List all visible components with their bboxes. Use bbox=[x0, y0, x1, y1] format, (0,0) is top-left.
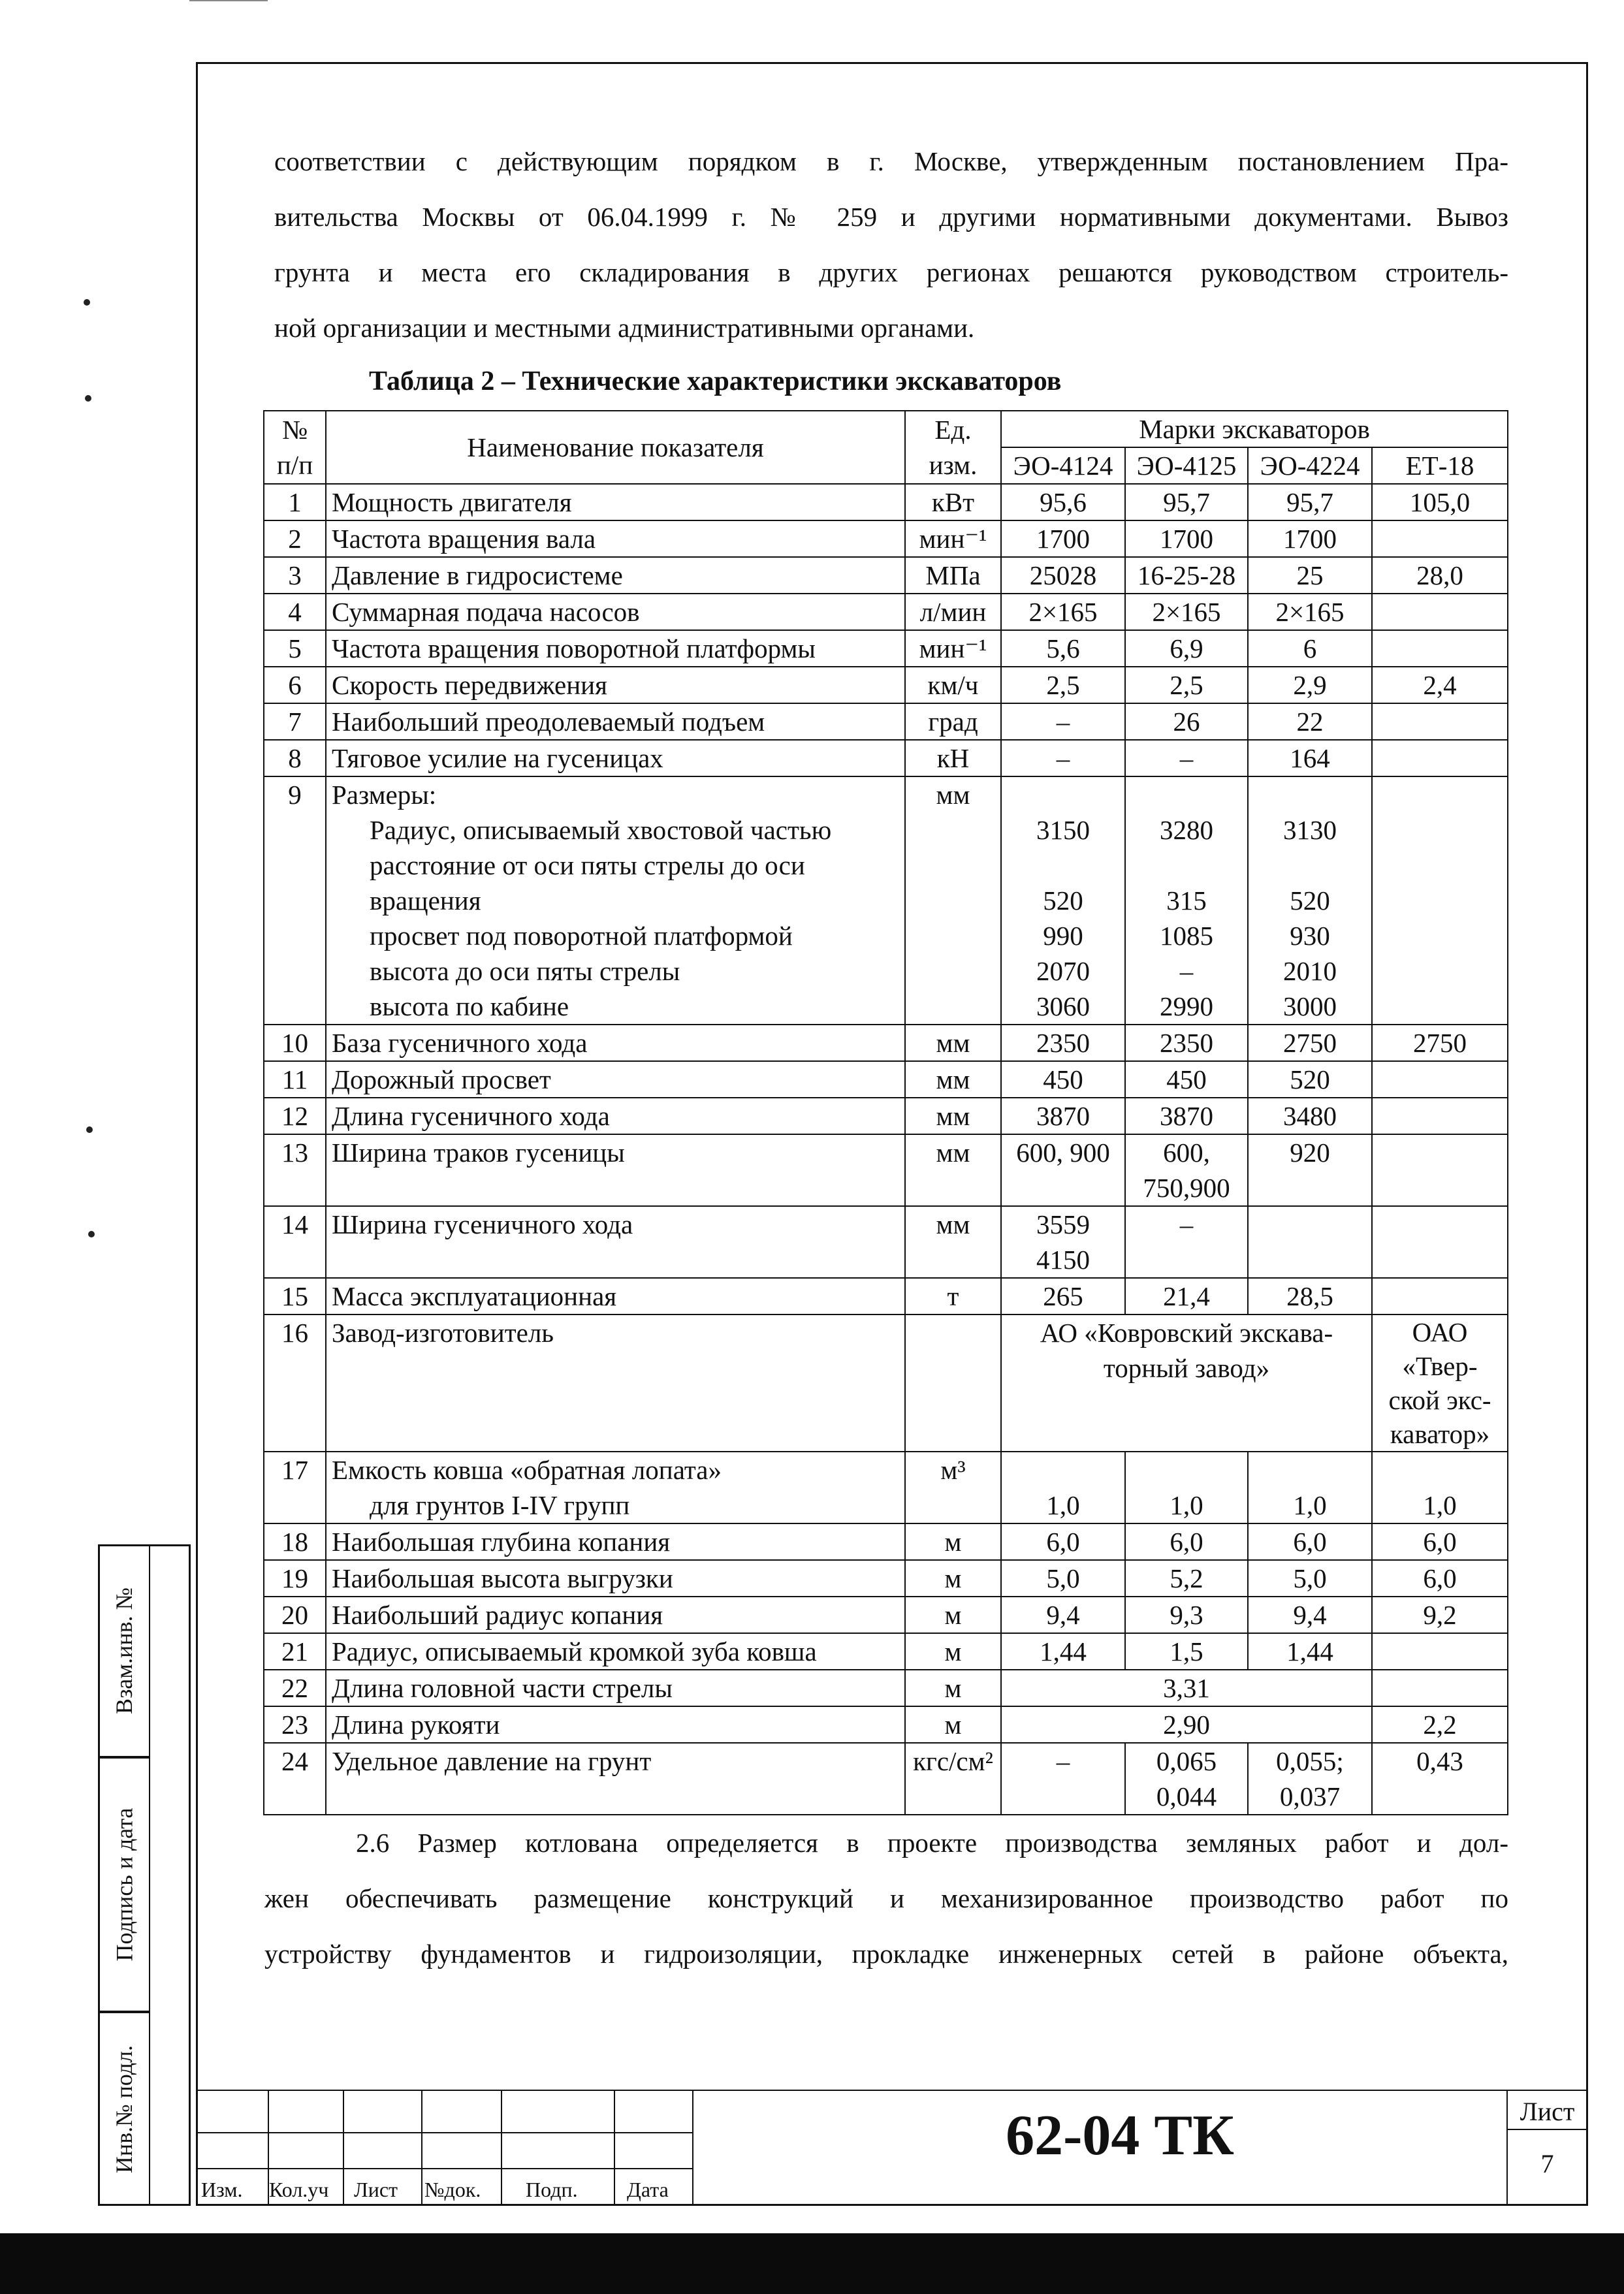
subitem-value: 3060 bbox=[1036, 991, 1090, 1021]
intro-line: вительства Москвы от 06.04.1999 г. № 259 и другими нормативными документами. Вывоз bbox=[274, 202, 1508, 232]
table-row bbox=[264, 630, 1508, 667]
table-cell: м³ bbox=[905, 1452, 1001, 1523]
subitem-value: 2990 bbox=[1160, 991, 1213, 1021]
top-edge-line bbox=[189, 0, 268, 1]
title-block-label: Дата bbox=[627, 2178, 669, 2201]
subitem-value: 990 bbox=[1043, 921, 1083, 951]
subitem-value bbox=[1131, 848, 1242, 883]
header-model: ЭО-4224 bbox=[1248, 447, 1372, 484]
scan-mark bbox=[88, 1231, 95, 1237]
table-cell: 2 bbox=[264, 520, 326, 557]
subitem-value: 3280 bbox=[1160, 815, 1213, 845]
table-cell: 1700 bbox=[1125, 520, 1248, 557]
table-cell: 600, 900 bbox=[1001, 1134, 1125, 1206]
scan-mark bbox=[85, 395, 91, 402]
table-cell: 13 bbox=[264, 1134, 326, 1206]
table-cell: 450 bbox=[1125, 1061, 1248, 1098]
table-cell: 19 bbox=[264, 1560, 326, 1597]
subitem-value: 930 bbox=[1290, 921, 1330, 951]
outro-paragraph bbox=[264, 1815, 1508, 1982]
table-cell: Масса эксплуатационная bbox=[326, 1278, 905, 1314]
table-cell: кгс/см² bbox=[905, 1743, 1001, 1815]
table-cell: 25028 bbox=[1001, 557, 1125, 594]
table-row bbox=[264, 1134, 1508, 1206]
table-cell: 10 bbox=[264, 1025, 326, 1061]
table-cell: мм bbox=[905, 776, 1001, 1025]
side-stamp-cell bbox=[98, 1757, 150, 2012]
table-row bbox=[264, 1597, 1508, 1633]
header-unit: Ед. изм. bbox=[905, 411, 1001, 484]
table-cell: 24 bbox=[264, 1743, 326, 1815]
outro-line: жен обеспечивать размещение конструкций и механизированное производство работ по bbox=[264, 1883, 1508, 1913]
table-cell: Дорожный просвет bbox=[326, 1061, 905, 1098]
table-cell: 1,44 bbox=[1248, 1633, 1372, 1670]
table-cell: 0,055; 0,037 bbox=[1248, 1743, 1372, 1815]
table-cell: 1 bbox=[264, 484, 326, 520]
table-cell: 21,4 bbox=[1125, 1278, 1248, 1314]
table-cell: 23 bbox=[264, 1706, 326, 1743]
table-cell: 20 bbox=[264, 1597, 326, 1633]
subitem-value: 3150 bbox=[1036, 815, 1090, 845]
table-cell: мин⁻¹ bbox=[905, 520, 1001, 557]
table-cell bbox=[1372, 740, 1508, 776]
table-header-row bbox=[264, 411, 1508, 447]
table-cell: 6 bbox=[264, 667, 326, 703]
table-cell: 6,0 bbox=[1125, 1523, 1248, 1560]
table-cell: м bbox=[905, 1633, 1001, 1670]
table-cell: МПа bbox=[905, 557, 1001, 594]
subitem-value: 2010 bbox=[1283, 956, 1337, 986]
table-cell: 26 bbox=[1125, 703, 1248, 740]
table-cell: 22 bbox=[1248, 703, 1372, 740]
table-cell: 9,4 bbox=[1248, 1597, 1372, 1633]
table-cell: 2,90 bbox=[1001, 1706, 1372, 1743]
table-cell: м bbox=[905, 1523, 1001, 1560]
table-cell bbox=[326, 776, 905, 1025]
header-model: ЕТ-18 bbox=[1372, 447, 1508, 484]
table-cell: – bbox=[1001, 1743, 1125, 1815]
table-row bbox=[264, 520, 1508, 557]
scan-bottom-bar bbox=[0, 2233, 1624, 2294]
table-cell: кВт bbox=[905, 484, 1001, 520]
intro-line: ной организации и местными административными органами. bbox=[274, 313, 975, 343]
table-cell: 16-25-28 bbox=[1125, 557, 1248, 594]
table-cell: 164 bbox=[1248, 740, 1372, 776]
title-block-label: №док. bbox=[424, 2178, 481, 2201]
table-cell bbox=[1372, 1633, 1508, 1670]
table-cell: – bbox=[1001, 740, 1125, 776]
table-row bbox=[264, 1098, 1508, 1134]
table-cell: 9 bbox=[264, 776, 326, 1025]
table-cell: 3870 bbox=[1001, 1098, 1125, 1134]
row-title: Размеры: bbox=[332, 780, 437, 810]
table-cell: 0,43 bbox=[1372, 1743, 1508, 1815]
table-cell: 1700 bbox=[1001, 520, 1125, 557]
subitem-value: – bbox=[1179, 956, 1194, 986]
table-row bbox=[264, 703, 1508, 740]
table-cell: 6 bbox=[1248, 630, 1372, 667]
table-cell: 25 bbox=[1248, 557, 1372, 594]
table-cell: мм bbox=[905, 1061, 1001, 1098]
table-cell: 5,2 bbox=[1125, 1560, 1248, 1597]
intro-paragraph bbox=[274, 134, 1508, 356]
table-cell: 2,2 bbox=[1372, 1706, 1508, 1743]
table-cell: 2,4 bbox=[1372, 667, 1508, 703]
table-cell: Длина рукояти bbox=[326, 1706, 905, 1743]
table-row bbox=[264, 1633, 1508, 1670]
table-cell: 4 bbox=[264, 594, 326, 630]
table-row bbox=[264, 776, 1508, 1025]
table-row bbox=[264, 1523, 1508, 1560]
table-row bbox=[264, 667, 1508, 703]
outro-line: устройству фундаментов и гидроизоляции, прокладке инженерных сетей в районе объекта, bbox=[264, 1939, 1508, 1969]
table-cell: 7 bbox=[264, 703, 326, 740]
side-stamp-label: Инв.№ подл. bbox=[111, 2045, 137, 2173]
table-cell: 920 bbox=[1248, 1134, 1372, 1206]
table-cell: 1700 bbox=[1248, 520, 1372, 557]
table-cell: – bbox=[1001, 703, 1125, 740]
header-num: № п/п bbox=[264, 411, 326, 484]
subitem-label: просвет под поворотной платформой bbox=[370, 921, 793, 951]
table-cell: 3480 bbox=[1248, 1098, 1372, 1134]
table-cell: 17 bbox=[264, 1452, 326, 1523]
table-cell: мм bbox=[905, 1134, 1001, 1206]
table-cell: л/мин bbox=[905, 594, 1001, 630]
subitem-label: Радиус, описываемый хвостовой частью bbox=[370, 815, 832, 845]
table-cell: 1,0 bbox=[1125, 1452, 1248, 1523]
table-cell: мм bbox=[905, 1206, 1001, 1278]
subitem-value: 1085 bbox=[1160, 921, 1213, 951]
table-cell: 12 bbox=[264, 1098, 326, 1134]
table-cell bbox=[1372, 776, 1508, 1025]
table-row bbox=[264, 740, 1508, 776]
table-row bbox=[264, 1206, 1508, 1278]
table-cell: 2750 bbox=[1372, 1025, 1508, 1061]
subitem-value: 520 bbox=[1043, 885, 1083, 916]
table-cell: Длина гусеничного хода bbox=[326, 1098, 905, 1134]
table-cell: 6,0 bbox=[1372, 1560, 1508, 1597]
table-cell: 5 bbox=[264, 630, 326, 667]
table-cell: 2×165 bbox=[1001, 594, 1125, 630]
table-cell: Частота вращения поворотной платформы bbox=[326, 630, 905, 667]
table-row bbox=[264, 1061, 1508, 1098]
title-block-label: Кол.уч bbox=[269, 2178, 329, 2201]
table-cell bbox=[1001, 776, 1125, 1025]
table-cell: Емкость ковша «обратная лопата» для грунтов I-IV групп bbox=[326, 1452, 905, 1523]
table-cell: Радиус, описываемый кромкой зуба ковша bbox=[326, 1633, 905, 1670]
table-cell: 2750 bbox=[1248, 1025, 1372, 1061]
table-cell: Длина головной части стрелы bbox=[326, 1670, 905, 1706]
side-stamp-cell bbox=[98, 2012, 150, 2206]
table-cell: Частота вращения вала bbox=[326, 520, 905, 557]
table-cell: 265 bbox=[1001, 1278, 1125, 1314]
subitem-value: 520 bbox=[1290, 885, 1330, 916]
table-cell: 2350 bbox=[1001, 1025, 1125, 1061]
intro-line: грунта и места его складирования в других регионах решаются руководством строитель- bbox=[274, 257, 1508, 287]
subitem-label: расстояние от оси пяты стрелы до оси bbox=[370, 850, 805, 880]
table-cell: мм bbox=[905, 1025, 1001, 1061]
table-cell: Ширина гусеничного хода bbox=[326, 1206, 905, 1278]
table-cell: 22 bbox=[264, 1670, 326, 1706]
table-row bbox=[264, 1314, 1508, 1452]
subitem-value: 3000 bbox=[1283, 991, 1337, 1021]
subitem-value: 2070 bbox=[1036, 956, 1090, 986]
table-row bbox=[264, 484, 1508, 520]
header-name: Наименование показателя bbox=[326, 411, 905, 484]
table-cell: ОАО «Твер- ской экс- каватор» bbox=[1372, 1314, 1508, 1452]
table-cell: 18 bbox=[264, 1523, 326, 1560]
table-cell bbox=[1125, 776, 1248, 1025]
subitem-value bbox=[1254, 848, 1366, 883]
table-cell: 3,31 bbox=[1001, 1670, 1372, 1706]
table-cell: Мощность двигателя bbox=[326, 484, 905, 520]
table-cell: 5,0 bbox=[1001, 1560, 1125, 1597]
table-cell bbox=[1372, 1206, 1508, 1278]
table-cell: м bbox=[905, 1597, 1001, 1633]
outro-line: 2.6 Размер котлована определяется в проекте производства земляных работ и дол- bbox=[356, 1828, 1508, 1858]
table-row bbox=[264, 557, 1508, 594]
table-cell: 9,4 bbox=[1001, 1597, 1125, 1633]
subitem-label: высота по кабине bbox=[370, 991, 569, 1021]
side-stamp-label: Подпись и дата bbox=[111, 1808, 138, 1962]
table-cell: 2×165 bbox=[1125, 594, 1248, 630]
table-cell bbox=[1372, 703, 1508, 740]
table-cell: 3 bbox=[264, 557, 326, 594]
table-cell: 105,0 bbox=[1372, 484, 1508, 520]
table-cell: 6,9 bbox=[1125, 630, 1248, 667]
table-cell: Суммарная подача насосов bbox=[326, 594, 905, 630]
table-cell: мм bbox=[905, 1098, 1001, 1134]
table-cell: 0,065 0,044 bbox=[1125, 1743, 1248, 1815]
table-caption: Таблица 2 – Технические характеристики экскаваторов bbox=[369, 366, 1062, 396]
subitem-label: вращения bbox=[370, 885, 481, 916]
table-cell: 11 bbox=[264, 1061, 326, 1098]
table-cell: Ширина траков гусеницы bbox=[326, 1134, 905, 1206]
table-cell: 1,0 bbox=[1248, 1452, 1372, 1523]
table-cell: 2×165 bbox=[1248, 594, 1372, 630]
table-cell: 3870 bbox=[1125, 1098, 1248, 1134]
table-row bbox=[264, 1670, 1508, 1706]
table-cell: 6,0 bbox=[1372, 1523, 1508, 1560]
table-cell: град bbox=[905, 703, 1001, 740]
header-group: Марки экскаваторов bbox=[1001, 411, 1508, 447]
intro-line: соответствии с действующим порядком в г. Москве, утвержденным постановлением Пра- bbox=[274, 146, 1508, 176]
excavator-specs-table bbox=[263, 410, 1508, 1815]
side-stamp-cell bbox=[98, 1544, 150, 1757]
table-cell: Наибольший радиус копания bbox=[326, 1597, 905, 1633]
table-cell: Удельное давление на грунт bbox=[326, 1743, 905, 1815]
table-cell: Наибольшая глубина копания bbox=[326, 1523, 905, 1560]
table-cell bbox=[1248, 776, 1372, 1025]
table-cell: АО «Ковровский экскава- торный завод» bbox=[1001, 1314, 1372, 1452]
table-cell: – bbox=[1125, 740, 1248, 776]
table-cell bbox=[1372, 630, 1508, 667]
table-cell: 600, 750,900 bbox=[1125, 1134, 1248, 1206]
title-block-label: Подп. bbox=[526, 2178, 578, 2201]
table-cell: м bbox=[905, 1560, 1001, 1597]
table-cell bbox=[1372, 594, 1508, 630]
table-cell: Тяговое усилие на гусеницах bbox=[326, 740, 905, 776]
table-cell: 28,5 bbox=[1248, 1278, 1372, 1314]
table-row bbox=[264, 1025, 1508, 1061]
subitem-value: 3130 bbox=[1283, 815, 1337, 845]
table-cell: 450 bbox=[1001, 1061, 1125, 1098]
table-cell: 1,5 bbox=[1125, 1633, 1248, 1670]
header-model: ЭО-4125 bbox=[1125, 447, 1248, 484]
table-row bbox=[264, 1278, 1508, 1314]
sheet-number: 7 bbox=[1540, 2149, 1554, 2178]
title-block-label: Лист bbox=[354, 2178, 398, 2201]
table-cell: 14 bbox=[264, 1206, 326, 1278]
table-cell: 28,0 bbox=[1372, 557, 1508, 594]
table-cell bbox=[1372, 520, 1508, 557]
table-cell: Наибольший преодолеваемый подъем bbox=[326, 703, 905, 740]
scan-mark bbox=[84, 299, 90, 306]
table-cell bbox=[1372, 1061, 1508, 1098]
header-model: ЭО-4124 bbox=[1001, 447, 1125, 484]
table-row bbox=[264, 594, 1508, 630]
table-cell: 8 bbox=[264, 740, 326, 776]
side-stamp-label: Взам.инв. № bbox=[111, 1587, 137, 1714]
table-cell: 95,7 bbox=[1248, 484, 1372, 520]
table-row bbox=[264, 1452, 1508, 1523]
subitem-value: 315 bbox=[1166, 885, 1207, 916]
table-cell: 5,6 bbox=[1001, 630, 1125, 667]
table-cell: 2,5 bbox=[1001, 667, 1125, 703]
table-cell: 5,0 bbox=[1248, 1560, 1372, 1597]
table-cell bbox=[1372, 1278, 1508, 1314]
table-cell: 95,7 bbox=[1125, 484, 1248, 520]
table-cell: 1,44 bbox=[1001, 1633, 1125, 1670]
sheet-label: Лист bbox=[1520, 2097, 1575, 2126]
table-cell: т bbox=[905, 1278, 1001, 1314]
table-cell: 2350 bbox=[1125, 1025, 1248, 1061]
table-cell: мин⁻¹ bbox=[905, 630, 1001, 667]
table-cell: 3559 4150 bbox=[1001, 1206, 1125, 1278]
table-cell: км/ч bbox=[905, 667, 1001, 703]
table-cell: База гусеничного хода bbox=[326, 1025, 905, 1061]
table-cell bbox=[1372, 1098, 1508, 1134]
table-cell: 21 bbox=[264, 1633, 326, 1670]
title-block-label: Изм. bbox=[201, 2178, 243, 2201]
table-cell: Завод-изготовитель bbox=[326, 1314, 905, 1452]
table-cell bbox=[1372, 1134, 1508, 1206]
table-cell: 9,3 bbox=[1125, 1597, 1248, 1633]
subitem-label: высота до оси пяты стрелы bbox=[370, 956, 680, 986]
table-cell: 6,0 bbox=[1001, 1523, 1125, 1560]
scan-mark bbox=[86, 1126, 93, 1133]
table-row bbox=[264, 1743, 1508, 1815]
table-cell bbox=[905, 1314, 1001, 1452]
table-cell: 2,5 bbox=[1125, 667, 1248, 703]
subitem-value bbox=[1007, 848, 1119, 883]
table-cell: м bbox=[905, 1670, 1001, 1706]
table-cell: 95,6 bbox=[1001, 484, 1125, 520]
table-cell bbox=[1248, 1206, 1372, 1278]
table-cell: Давление в гидросистеме bbox=[326, 557, 905, 594]
table-cell: 1,0 bbox=[1372, 1452, 1508, 1523]
table-cell: 9,2 bbox=[1372, 1597, 1508, 1633]
table-cell: кН bbox=[905, 740, 1001, 776]
table-row bbox=[264, 1560, 1508, 1597]
table-cell: 6,0 bbox=[1248, 1523, 1372, 1560]
document-code: 62-04 ТК bbox=[1006, 2104, 1234, 2167]
table-cell: Скорость передвижения bbox=[326, 667, 905, 703]
table-cell: 2,9 bbox=[1248, 667, 1372, 703]
table-cell: 1,0 bbox=[1001, 1452, 1125, 1523]
table-row bbox=[264, 1706, 1508, 1743]
table-cell: 520 bbox=[1248, 1061, 1372, 1098]
table-cell bbox=[1372, 1670, 1508, 1706]
table-cell: 15 bbox=[264, 1278, 326, 1314]
table-cell: Наибольшая высота выгрузки bbox=[326, 1560, 905, 1597]
table-cell: 16 bbox=[264, 1314, 326, 1452]
table-cell: – bbox=[1125, 1206, 1248, 1278]
table-cell: м bbox=[905, 1706, 1001, 1743]
